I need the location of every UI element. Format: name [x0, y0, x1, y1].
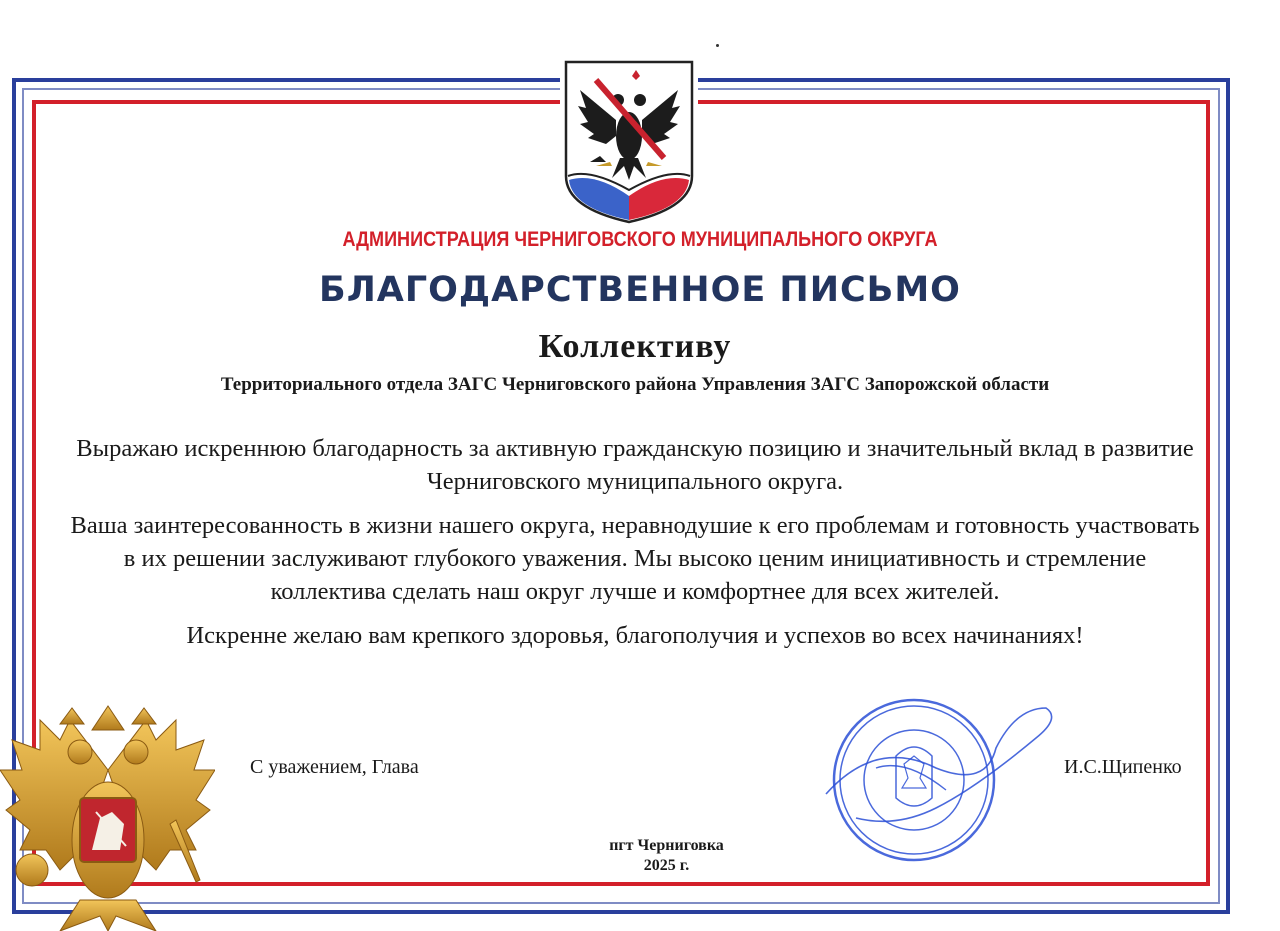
recipient-organization: Территориального отдела ЗАГС Черниговского района Управления ЗАГС Запорожской области	[220, 374, 1050, 395]
signature-name: И.С.Щипенко	[1064, 756, 1182, 778]
russian-coat-of-arms-icon	[0, 700, 215, 931]
administration-heading: АДМИНИСТРАЦИЯ ЧЕРНИГОВСКОГО МУНИЦИПАЛЬНОГО ОКРУГА	[342, 228, 938, 251]
body-paragraph: Выражаю искреннюю благодарность за активную гражданскую позицию и значительный вклад в развитие Черниговского муниципального округа.	[76, 435, 1194, 495]
body-paragraph: Ваша заинтересованность в жизни нашего округа, неравнодушие к его проблемам и готовность участвовать в их решении заслуживают глубокого уважения. Мы высоко ценим инициативность и стремление коллектива сделать наш округ лучше и комфортнее для всех жителей.	[70, 512, 1200, 605]
document-year: 2025 г.	[643, 857, 690, 874]
letter-title: БЛАГОДАРСТВЕННОЕ ПИСЬМО	[319, 270, 961, 310]
signature-title: С уважением, Глава	[250, 756, 419, 778]
municipal-coat-of-arms-icon	[560, 58, 698, 228]
recipient-label: Коллективу	[538, 328, 732, 365]
place-name: пгт Черниговка	[609, 837, 724, 854]
letter-body	[70, 432, 1200, 663]
place-and-date	[0, 836, 1280, 876]
scan-speck	[716, 44, 719, 47]
body-paragraph: Искренне желаю вам крепкого здоровья, благополучия и успехов во всех начинаниях!	[186, 622, 1084, 649]
